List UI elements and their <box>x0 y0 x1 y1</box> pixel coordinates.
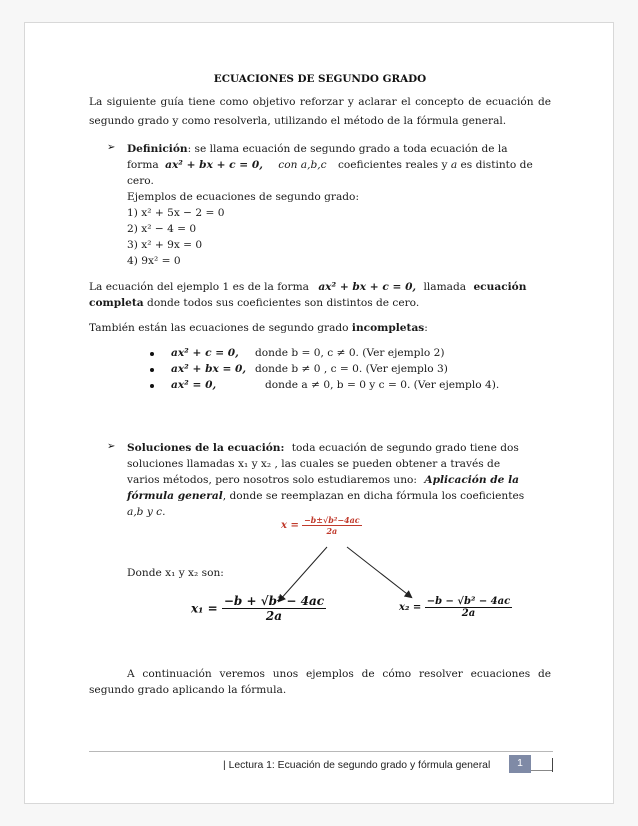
closing-line-1: A continuación veremos unos ejemplos de cómo resolver ecuaciones de <box>127 668 551 680</box>
incomplete-colon: : <box>424 322 428 334</box>
coef-text: coeficientes reales y <box>337 159 448 171</box>
incomplete-expr-2: ax² + bx = 0, <box>171 363 247 375</box>
x1-fraction <box>222 594 326 623</box>
incomplete-lead-text: También están las ecuaciones de segundo grado <box>89 322 349 334</box>
footer-divider <box>89 751 553 752</box>
x2-denominator: 2a <box>461 608 476 619</box>
solutions-line-3-text: varios métodos, pero nosotros solo estudiaremos uno: <box>127 474 417 486</box>
closing-line-2: segundo grado aplicando la fórmula. <box>89 684 287 696</box>
formula-lhs: x = <box>281 520 299 531</box>
arrow-bullet-icon: ➢ <box>107 441 116 452</box>
example-4: 4) 9x² = 0 <box>127 255 181 267</box>
complete-bold-1: ecuación <box>473 281 527 293</box>
arrow-to-x2 <box>347 547 411 597</box>
page-number-underline <box>531 758 552 771</box>
forma-word: forma <box>127 159 159 171</box>
definition-line-1-rest: : se llama ecuación de segundo grado a toda ecuación de la <box>187 143 508 155</box>
intro-line-2: segundo grado y como resolverla, utilizando el método de la fórmula general. <box>89 115 507 127</box>
incomplete-expr-3: ax² = 0, <box>171 379 217 391</box>
general-form-expression: ax² + bx + c = 0, <box>165 159 263 171</box>
coefficients-text: con a,b,c <box>278 159 327 171</box>
x1-formula <box>191 594 326 623</box>
x2-formula <box>399 596 512 619</box>
arrow-to-x1 <box>279 547 327 601</box>
x1-denominator: 2a <box>265 609 283 623</box>
complete-bold-2: completa <box>89 297 144 309</box>
complete-expression: ax² + bx + c = 0, <box>318 281 417 293</box>
solutions-line-5: a,b y c. <box>127 506 166 518</box>
page-title: ECUACIONES DE SEGUNDO GRADO <box>213 73 427 85</box>
x2-lhs: x₂ = <box>399 602 422 613</box>
solutions-line-4-rest: , donde se reemplazan en dicha fórmula los coeficientes <box>222 490 525 502</box>
donde-text: Donde x₁ y x₂ son: <box>127 567 224 579</box>
arrow-bullet-icon: ➢ <box>107 142 116 153</box>
a-variable: a <box>450 159 458 171</box>
solutions-label: Soluciones de la ecuación: <box>127 442 285 454</box>
x2-numerator: −b − √b² − 4ac <box>426 596 511 607</box>
example-1: 1) x² + 5x − 2 = 0 <box>127 207 225 219</box>
complete-text-2: llamada <box>423 281 467 293</box>
definition-line-3: cero. <box>127 175 154 187</box>
incomplete-cond-1: donde b = 0, c ≠ 0. (Ver ejemplo 2) <box>255 347 445 359</box>
incomplete-cond-3: donde a ≠ 0, b = 0 y c = 0. (Ver ejemplo 4). <box>265 379 500 391</box>
incomplete-bold: incompletas <box>351 322 425 334</box>
distinto-text: es distinto de <box>460 159 533 171</box>
examples-title: Ejemplos de ecuaciones de segundo grado: <box>127 191 360 203</box>
complete-text-1: La ecuación del ejemplo 1 es de la forma <box>89 281 309 293</box>
x1-lhs: x₁ = <box>191 601 218 616</box>
footer-text: | Lectura 1: Ecuación de segundo grado y fórmula general <box>223 760 491 771</box>
example-3: 3) x² + 9x = 0 <box>127 239 203 251</box>
page-number: 1 <box>509 755 531 773</box>
formula-denominator: 2a <box>326 526 338 536</box>
page-number-divider <box>552 758 553 772</box>
example-2: 2) x² − 4 = 0 <box>127 223 197 235</box>
x2-fraction <box>425 596 513 619</box>
document-page <box>24 22 614 804</box>
formula-numerator: −b±√b²−4ac <box>303 515 360 525</box>
solutions-line-3-bold: Aplicación de la <box>424 474 519 486</box>
incomplete-cond-2: donde b ≠ 0 , c = 0. (Ver ejemplo 3) <box>255 363 448 375</box>
solutions-line-1-rest: toda ecuación de segundo grado tiene dos <box>291 442 519 454</box>
solutions-line-4-bold: fórmula general <box>127 490 223 502</box>
incomplete-expr-1: ax² + c = 0, <box>171 347 239 359</box>
intro-line-1: La siguiente guía tiene como objetivo reforzar y aclarar el concepto de ecuación de <box>89 96 551 108</box>
complete-text-3: donde todos sus coeficientes son distintos de cero. <box>147 297 420 309</box>
definition-label: Definición <box>127 143 188 155</box>
solutions-line-2: soluciones llamadas x₁ y x₂ , las cuales se pueden obtener a través de <box>127 458 501 470</box>
x1-numerator: −b + √b² − 4ac <box>223 594 325 608</box>
